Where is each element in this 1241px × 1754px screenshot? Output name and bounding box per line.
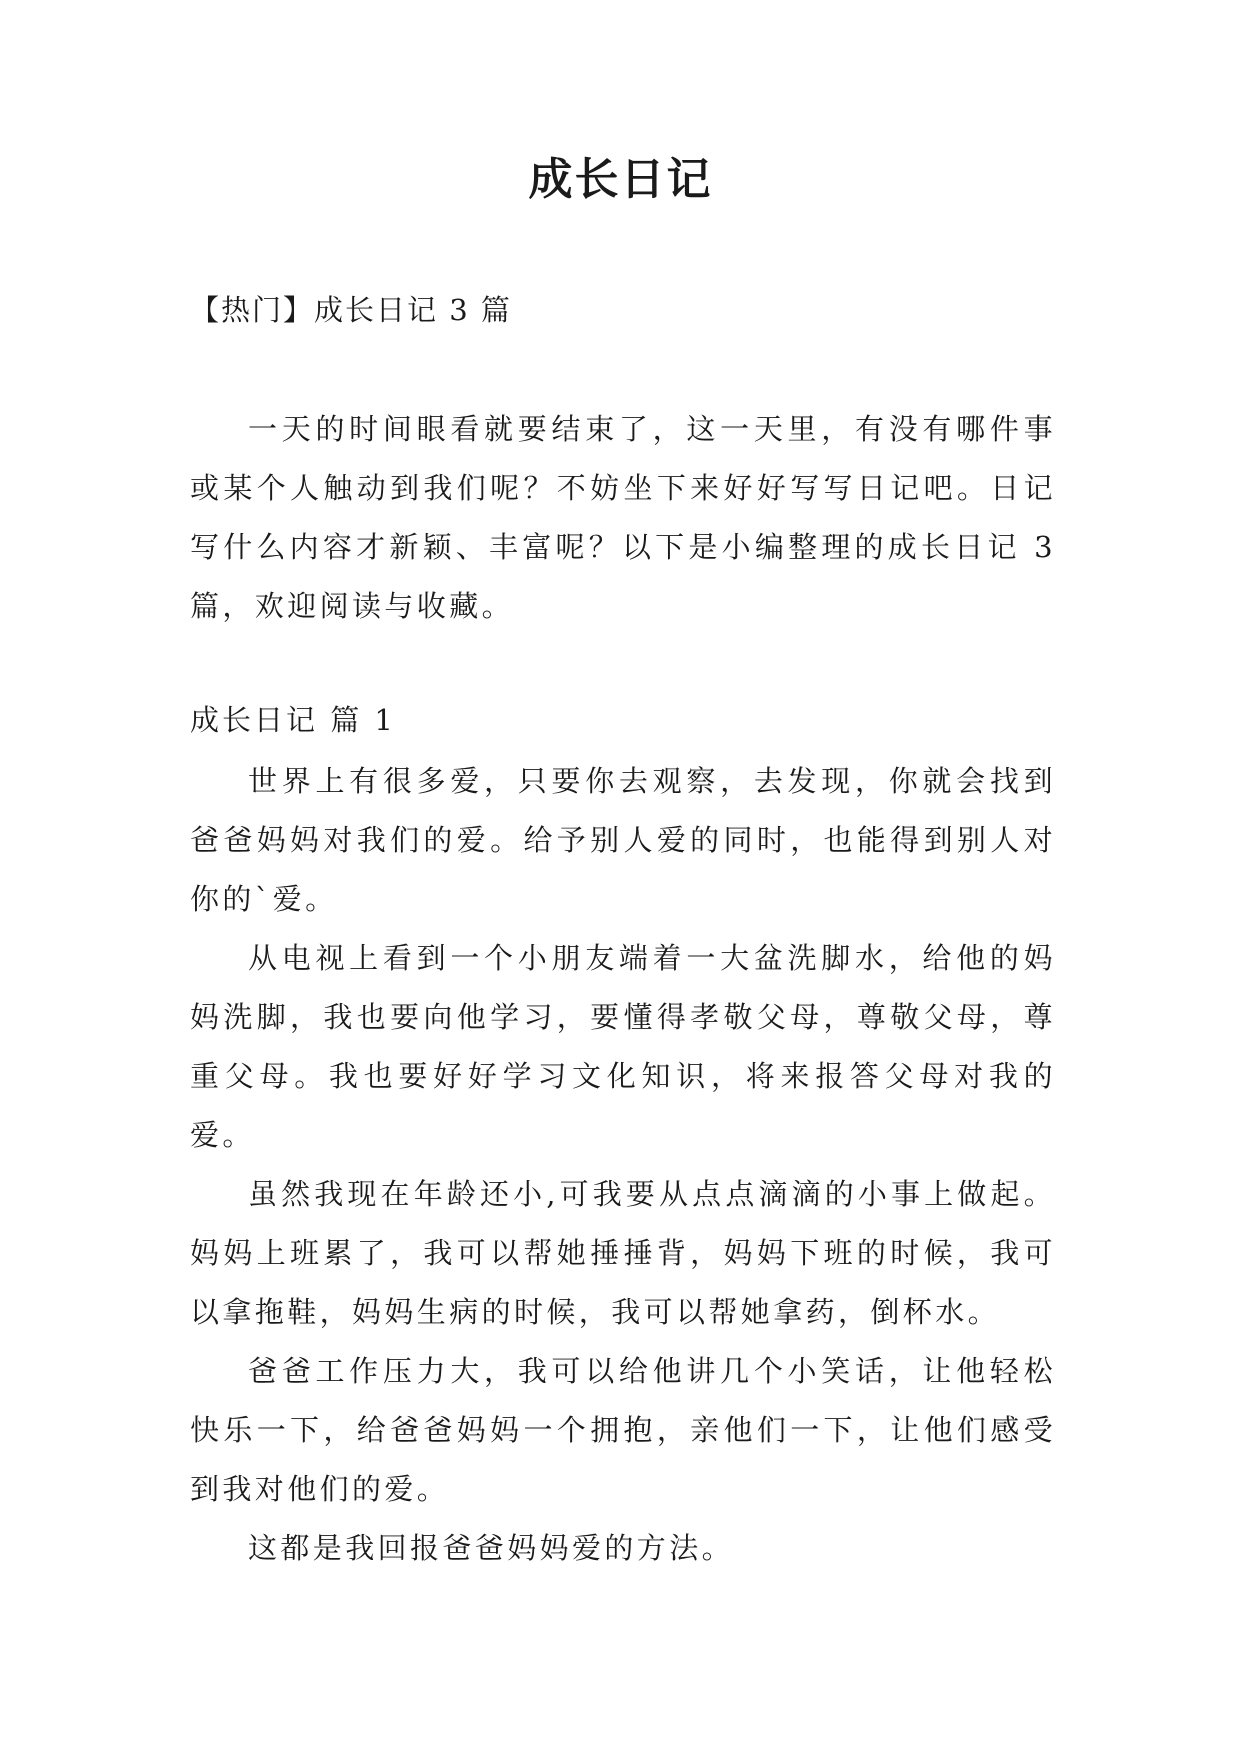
body-paragraph-5: 这都是我回报爸爸妈妈爱的方法。 xyxy=(248,1531,735,1565)
section-body xyxy=(190,752,1056,1578)
document-title: 成长日记 xyxy=(528,154,713,205)
body-paragraph-4: 爸爸工作压力大，我可以给他讲几个小笑话，让他轻松快乐一下，给爸爸妈妈一个拥抱，亲他们一下，让他们感受到我对他们的爱。 xyxy=(190,1354,1056,1506)
intro-paragraph: 一天的时间眼看就要结束了，这一天里，有没有哪件事或某个人触动到我们呢？不妨坐下来好好写写日记吧。日记写什么内容才新颖、丰富呢？以下是小编整理的成长日记 3 篇，欢迎阅读与收藏。 xyxy=(190,412,1056,623)
section-heading: 成长日记 篇 1 xyxy=(190,703,396,737)
body-paragraph-3: 虽然我现在年龄还小,可我要从点点滴滴的小事上做起。妈妈上班累了，我可以帮她捶捶背，妈妈下班的时候，我可以拿拖鞋，妈妈生病的时候，我可以帮她拿药，倒杯水。 xyxy=(190,1177,1056,1329)
intro-block xyxy=(190,400,1056,636)
body-paragraph-1: 世界上有很多爱，只要你去观察，去发现，你就会找到爸爸妈妈对我们的爱。给予别人爱的同时，也能得到别人对你的`爱。 xyxy=(190,764,1056,916)
document-subtitle: 【热门】成长日记 3 篇 xyxy=(190,293,512,327)
body-paragraph-2: 从电视上看到一个小朋友端着一大盆洗脚水，给他的妈妈洗脚，我也要向他学习，要懂得孝敬父母，尊敬父母，尊重父母。我也要好好学习文化知识，将来报答父母对我的爱。 xyxy=(190,941,1056,1152)
